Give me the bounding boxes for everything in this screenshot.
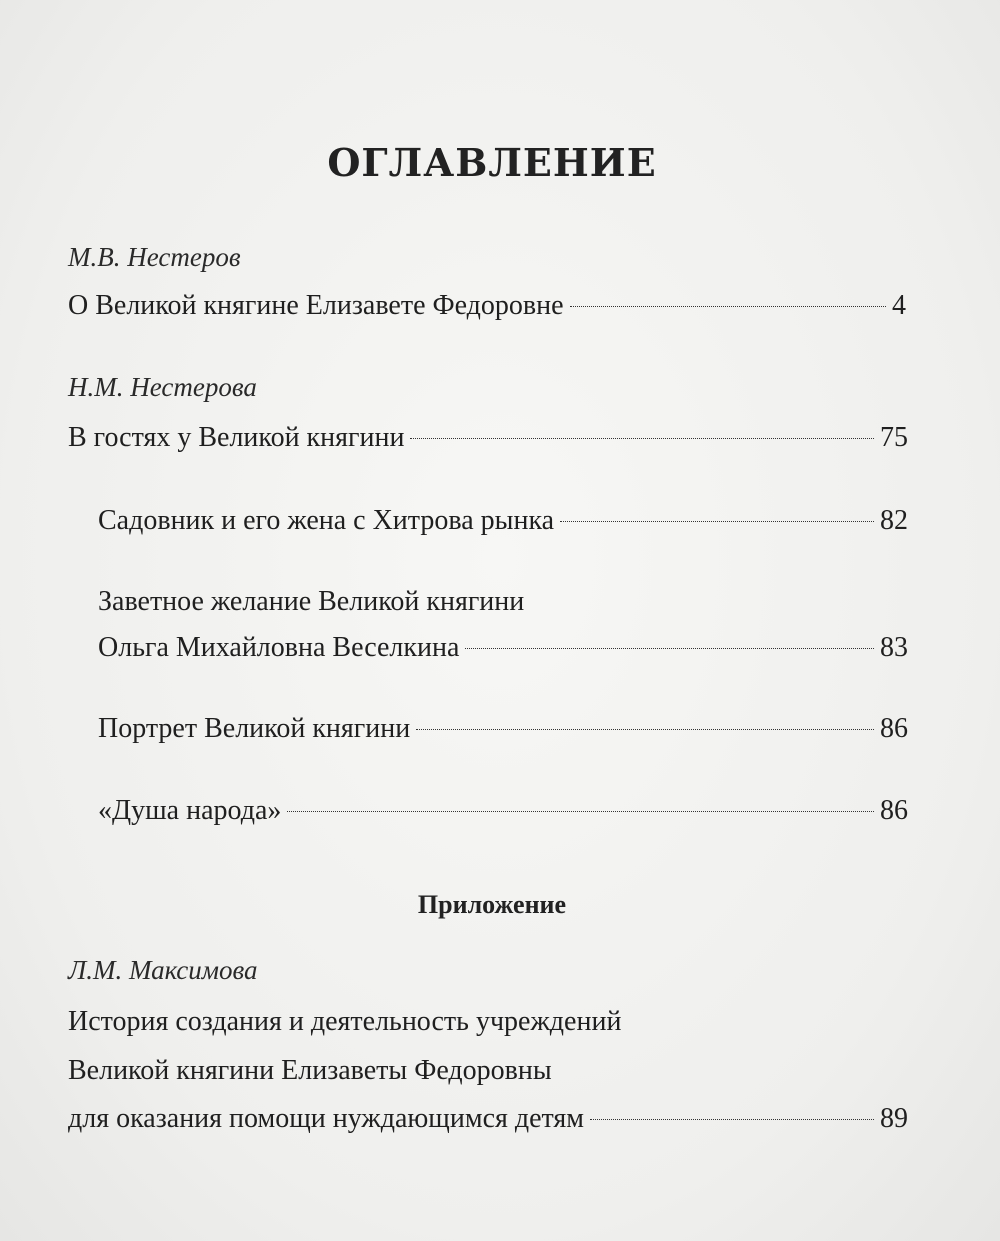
author-nesterov: М.В. Нестеров (68, 242, 241, 272)
author-maksimova: Л.М. Максимова (68, 955, 258, 985)
toc-entry-soul-of-people[interactable] (98, 795, 908, 827)
author-nesterova: Н.М. Нестерова (68, 372, 257, 402)
dot-leader (465, 648, 874, 649)
toc-entry-title: В гостях у Великой княгини (68, 422, 405, 453)
appendix-line-1: История создания и деятельность учреждений (68, 1006, 622, 1037)
dot-leader (570, 306, 886, 307)
toc-entry-page: 86 (880, 713, 908, 744)
toc-entry-title: Садовник и его жена с Хитрова рынка (98, 505, 555, 536)
toc-entry-portrait[interactable] (98, 713, 908, 745)
toc-entry-title: Портрет Великой княгини (98, 713, 411, 744)
contents-heading: ОГЛАВЛЕНИЕ (327, 140, 657, 185)
toc-entry-about-grand-duchess[interactable] (68, 290, 906, 322)
toc-entry-title: О Великой княгине Елизавете Федоровне (68, 290, 564, 321)
toc-entry-page: 82 (880, 505, 908, 536)
appendix-line-2: Великой княгини Елизаветы Федоровны (68, 1055, 552, 1086)
toc-entry-title: Ольга Михайловна Веселкина (98, 632, 460, 663)
toc-entry-page: 4 (892, 290, 906, 321)
toc-entry-page: 83 (880, 632, 908, 663)
toc-entry-page: 75 (880, 422, 908, 453)
toc-entry-gardener[interactable] (98, 505, 908, 537)
toc-entry-page: 86 (880, 795, 908, 826)
toc-entry-visiting[interactable] (68, 422, 908, 454)
toc-entry-history[interactable] (68, 1103, 908, 1135)
dot-leader (416, 729, 874, 730)
toc-entry-wish-line: Заветное желание Великой княгини (98, 586, 525, 617)
dot-leader (287, 811, 874, 812)
dot-leader (410, 438, 874, 439)
toc-entry-page: 89 (880, 1103, 908, 1134)
toc-entry-title: «Душа народа» (98, 795, 282, 826)
appendix-heading: Приложение (417, 890, 567, 919)
toc-entry-veselkina[interactable] (98, 632, 908, 664)
toc-entry-title: для оказания помощи нуждающимся детям (68, 1103, 585, 1134)
dot-leader (590, 1119, 874, 1120)
dot-leader (560, 521, 874, 522)
